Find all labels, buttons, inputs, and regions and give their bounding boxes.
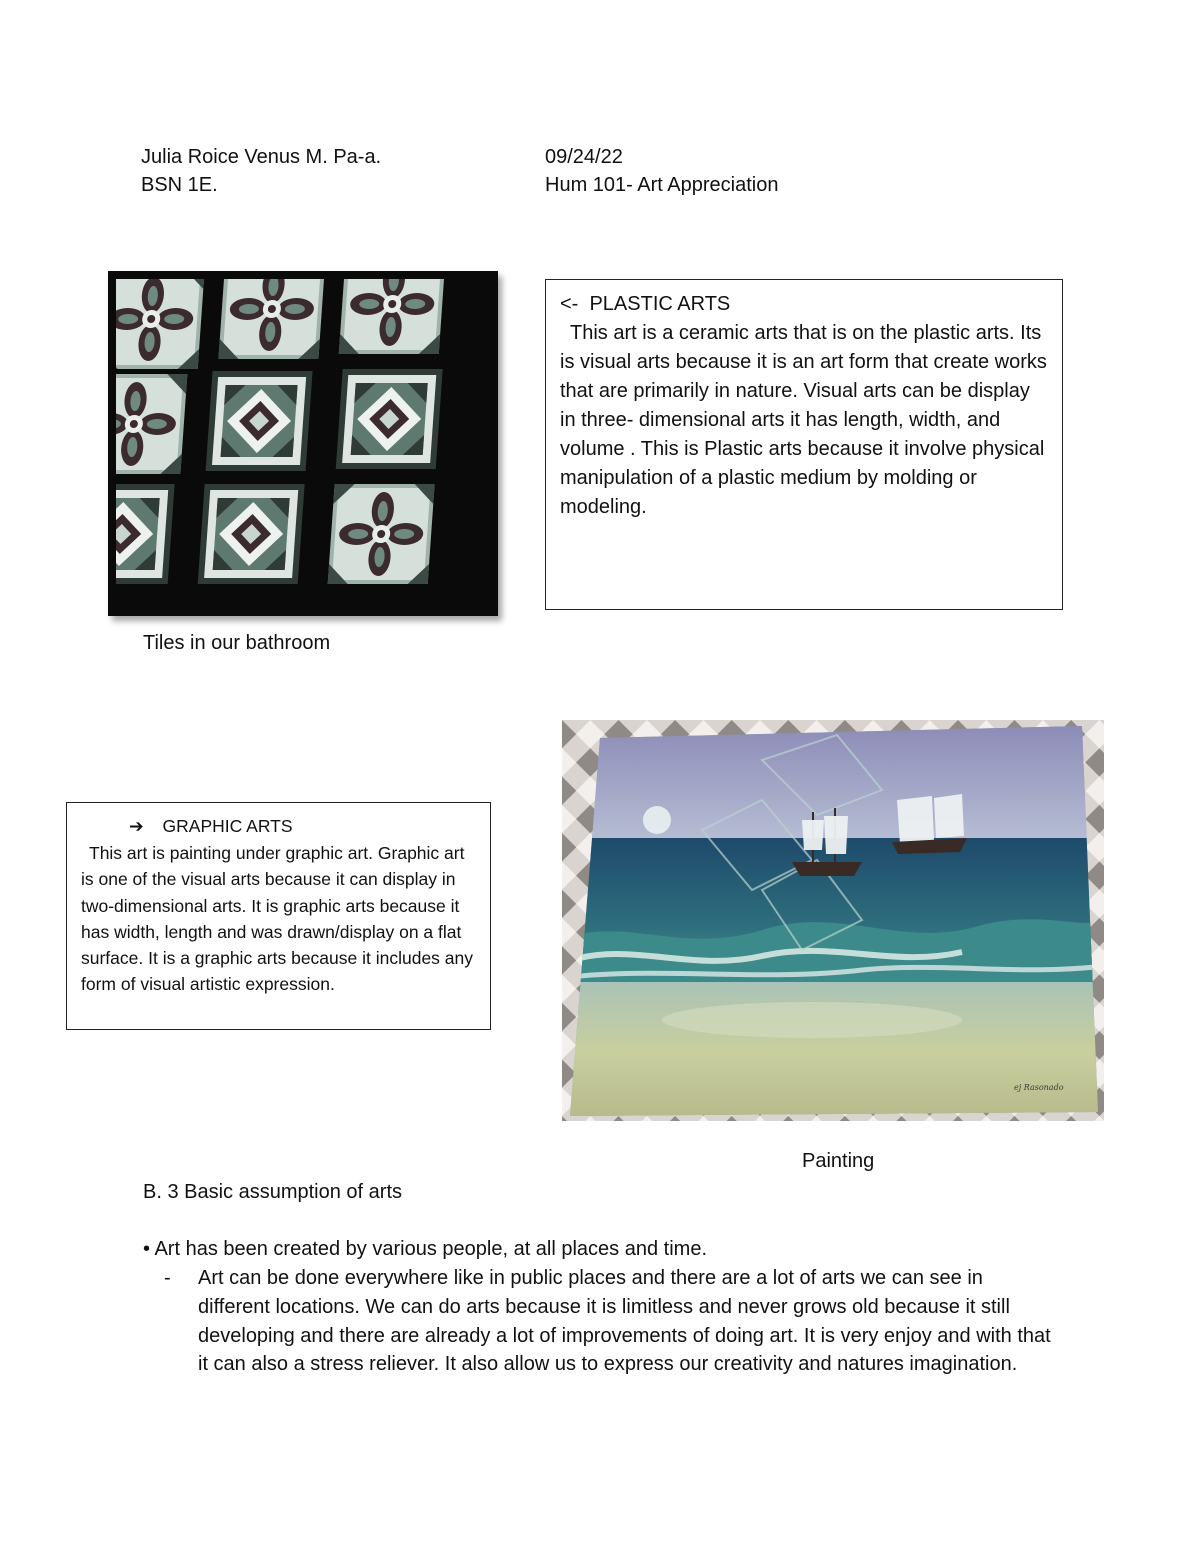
- student-section: BSN 1E.: [141, 174, 218, 196]
- painting-signature: ej Rasonado: [1014, 1083, 1064, 1092]
- graphic-arts-text: This art is painting under graphic art. Graphic art is one of the visual arts because it can display in two-dimensional arts. It is graphic arts because it has width, length and was drawn/display on a flat surface. It is a graphic arts because it includes any form of visual artistic expression.: [81, 843, 474, 995]
- student-name: Julia Roice Venus M. Pa-a.: [141, 146, 382, 168]
- tiles-caption: Tiles in our bathroom: [143, 632, 331, 654]
- painting-caption: Painting: [802, 1150, 875, 1172]
- section-b-title: B. 3 Basic assumption of arts: [143, 1181, 403, 1203]
- right-arrow-icon: ➔: [129, 817, 144, 837]
- painting-image: [562, 720, 1104, 1121]
- course-title: Hum 101- Art Appreciation: [545, 174, 779, 196]
- plastic-arts-box: [545, 279, 1063, 610]
- tiles-image: [116, 279, 490, 608]
- graphic-arts-box: [66, 802, 491, 1030]
- graphic-arts-heading: GRAPHIC ARTS: [162, 816, 293, 836]
- plastic-arts-heading: <- PLASTIC ARTS: [560, 293, 731, 315]
- painting-photo: [562, 720, 1104, 1121]
- section-b-paragraph: Art can be done everywhere like in public places and there are a lot of arts we can see in different locations. We can do arts because it is limitless and never grows old because it still developing and there are already a lot of improvements of doing art. It is very enjoy and with that it can also a stress reliever. It also allow us to express our creativity and natures imagination.: [198, 1267, 1051, 1376]
- submission-date: 09/24/22: [545, 146, 623, 168]
- dash-marker: -: [164, 1267, 171, 1289]
- tiles-photo: [108, 271, 498, 616]
- plastic-arts-text: This art is a ceramic arts that is on the plastic arts. Its is visual arts because it is an art form that create works that are primarily in nature. Visual arts can be display in three- dimensional arts it has length, width, and volume . This is Plastic arts because it involve physical manipulation of a plastic medium by molding or modeling.: [560, 322, 1047, 518]
- bullet-point: • Art has been created by various people, at all places and time.: [143, 1238, 708, 1260]
